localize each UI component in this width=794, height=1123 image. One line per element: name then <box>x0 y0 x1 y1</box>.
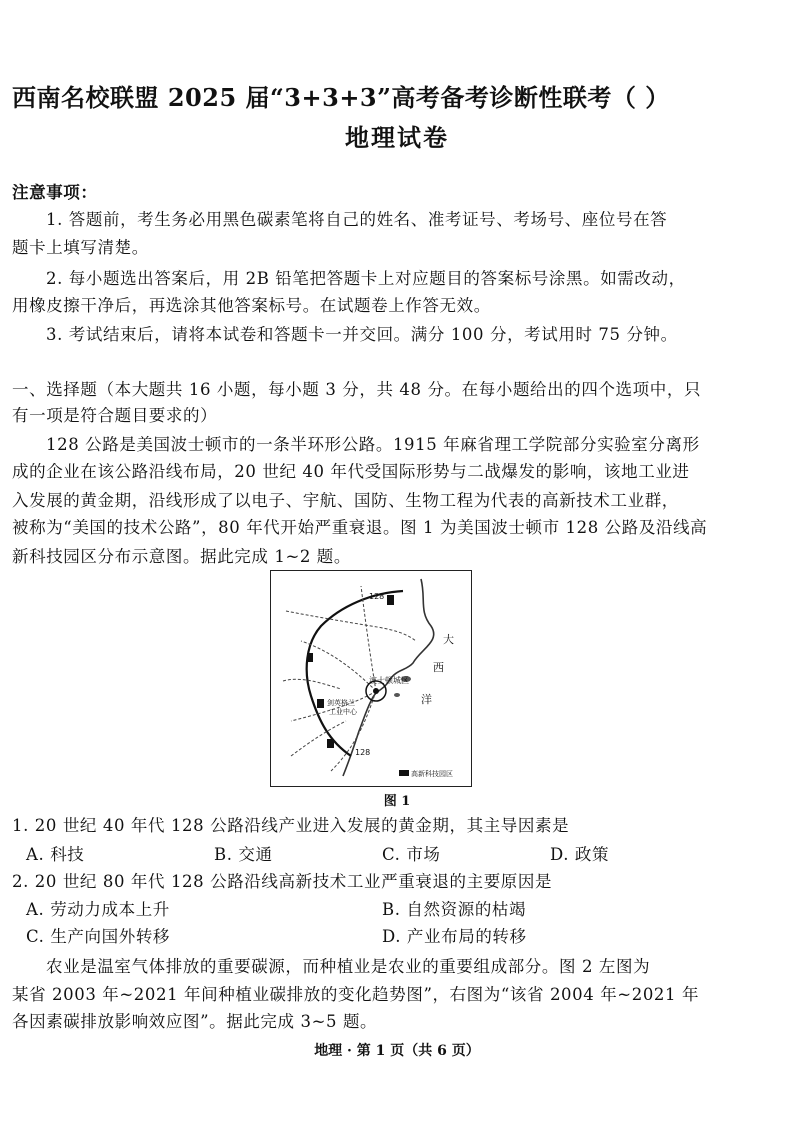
road <box>283 679 341 689</box>
option-d[interactable]: D. 产业布局的转移 <box>382 927 527 946</box>
passage-line: 128 公路是美国波士顿市的一条半环形公路。1915 年麻省理工学院部分实验室分离形 <box>46 435 700 454</box>
option-a[interactable]: A. 科技 <box>26 845 85 864</box>
passage-line: 成的企业在该公路沿线布局，20 世纪 40 年代受国际形势与二战爆发的影响，该地工业进 <box>12 462 690 481</box>
question-2-stem: 2. 20 世纪 80 年代 128 公路沿线高新技术工业严重衰退的主要原因是 <box>12 872 553 891</box>
notes-line: 用橡皮擦干净后，再选涂其他答案标号。在试题卷上作答无效。 <box>12 296 491 315</box>
high-tech-park-marker <box>317 699 324 708</box>
question-1-stem: 1. 20 世纪 40 年代 128 公路沿线产业进入发展的黄金期，其主导因素是 <box>12 816 570 835</box>
high-tech-park-marker <box>387 595 394 605</box>
notes-line: 3. 考试结束后，请将本试卷和答题卡一并交回。满分 100 分，考试用时 75 分钟。 <box>46 325 678 344</box>
passage-line: 农业是温室气体排放的重要碳源，而种植业是农业的重要组成部分。图 2 左图为 <box>46 957 651 976</box>
island <box>394 693 400 697</box>
notes-line: 1. 答题前，考生务必用黑色碳素笔将自己的姓名、准考证号、考场号、座位号在答 <box>46 210 668 229</box>
industrial-center-label: 剑英格兰 <box>327 699 355 707</box>
section-heading: 有一项是符合题目要求的） <box>12 406 218 425</box>
high-tech-park-marker <box>307 653 313 662</box>
city-center-dot <box>373 688 379 694</box>
road <box>291 721 346 756</box>
route-128-road <box>307 591 403 756</box>
option-c[interactable]: C. 市场 <box>382 845 441 864</box>
passage-line: 新科技园区分布示意图。据此完成 1~2 题。 <box>12 547 352 566</box>
high-tech-park-marker <box>327 739 334 748</box>
road <box>286 611 416 641</box>
passage-line: 被称为“美国的技术公路”，80 年代开始严重衰退。图 1 为美国波士顿市 128 公路及沿线高 <box>12 518 708 537</box>
notes-heading: 注意事项： <box>12 183 98 202</box>
ocean-label: 洋 <box>421 693 432 706</box>
option-b[interactable]: B. 自然资源的枯竭 <box>382 900 527 919</box>
map-drawing <box>271 571 471 786</box>
subject-title: 地理试卷 <box>345 123 449 152</box>
page-footer: 地理 · 第 1 页（共 6 页） <box>314 1043 480 1059</box>
road <box>301 641 376 691</box>
figure-1-caption: 图 1 <box>383 794 411 809</box>
passage-line: 入发展的黄金期，沿线形成了以电子、宇航、国防、生物工程为代表的高新技术工业群， <box>12 491 679 510</box>
figure-1-map <box>270 570 472 787</box>
notes-line: 题卡上填写清楚。 <box>12 238 149 257</box>
option-a[interactable]: A. 劳动力成本上升 <box>26 900 170 919</box>
passage-line: 各因素碳排放影响效应图”。据此完成 3~5 题。 <box>12 1012 378 1031</box>
industrial-center-label: 工业中心 <box>329 708 357 716</box>
route-label-top: 128 <box>369 592 385 601</box>
section-heading: 一、选择题（本大题共 16 小题，每小题 3 分，共 48 分。在每小题给出的四个选项中，只 <box>12 380 702 399</box>
route-label-bottom: 128 <box>355 748 371 757</box>
legend-swatch <box>399 770 409 776</box>
notes-line: 2. 每小题选出答案后，用 2B 铅笔把答题卡上对应题目的答案标号涂黑。如需改动， <box>46 269 686 288</box>
option-c[interactable]: C. 生产向国外转移 <box>26 927 171 946</box>
option-d[interactable]: D. 政策 <box>550 845 610 864</box>
ocean-label: 大 <box>443 633 454 646</box>
city-label: 波士顿城区 <box>369 676 409 685</box>
passage-line: 某省 2003 年~2021 年间种植业碳排放的变化趋势图”，右图为“该省 2004 年~2021 年 <box>12 985 700 1004</box>
exam-title: 西南名校联盟 2025 届“3+3+3”高考备考诊断性联考（ ） <box>12 83 670 112</box>
ocean-label: 西 <box>433 661 444 674</box>
option-b[interactable]: B. 交通 <box>214 845 273 864</box>
legend-label: 高新科技园区 <box>411 770 453 778</box>
